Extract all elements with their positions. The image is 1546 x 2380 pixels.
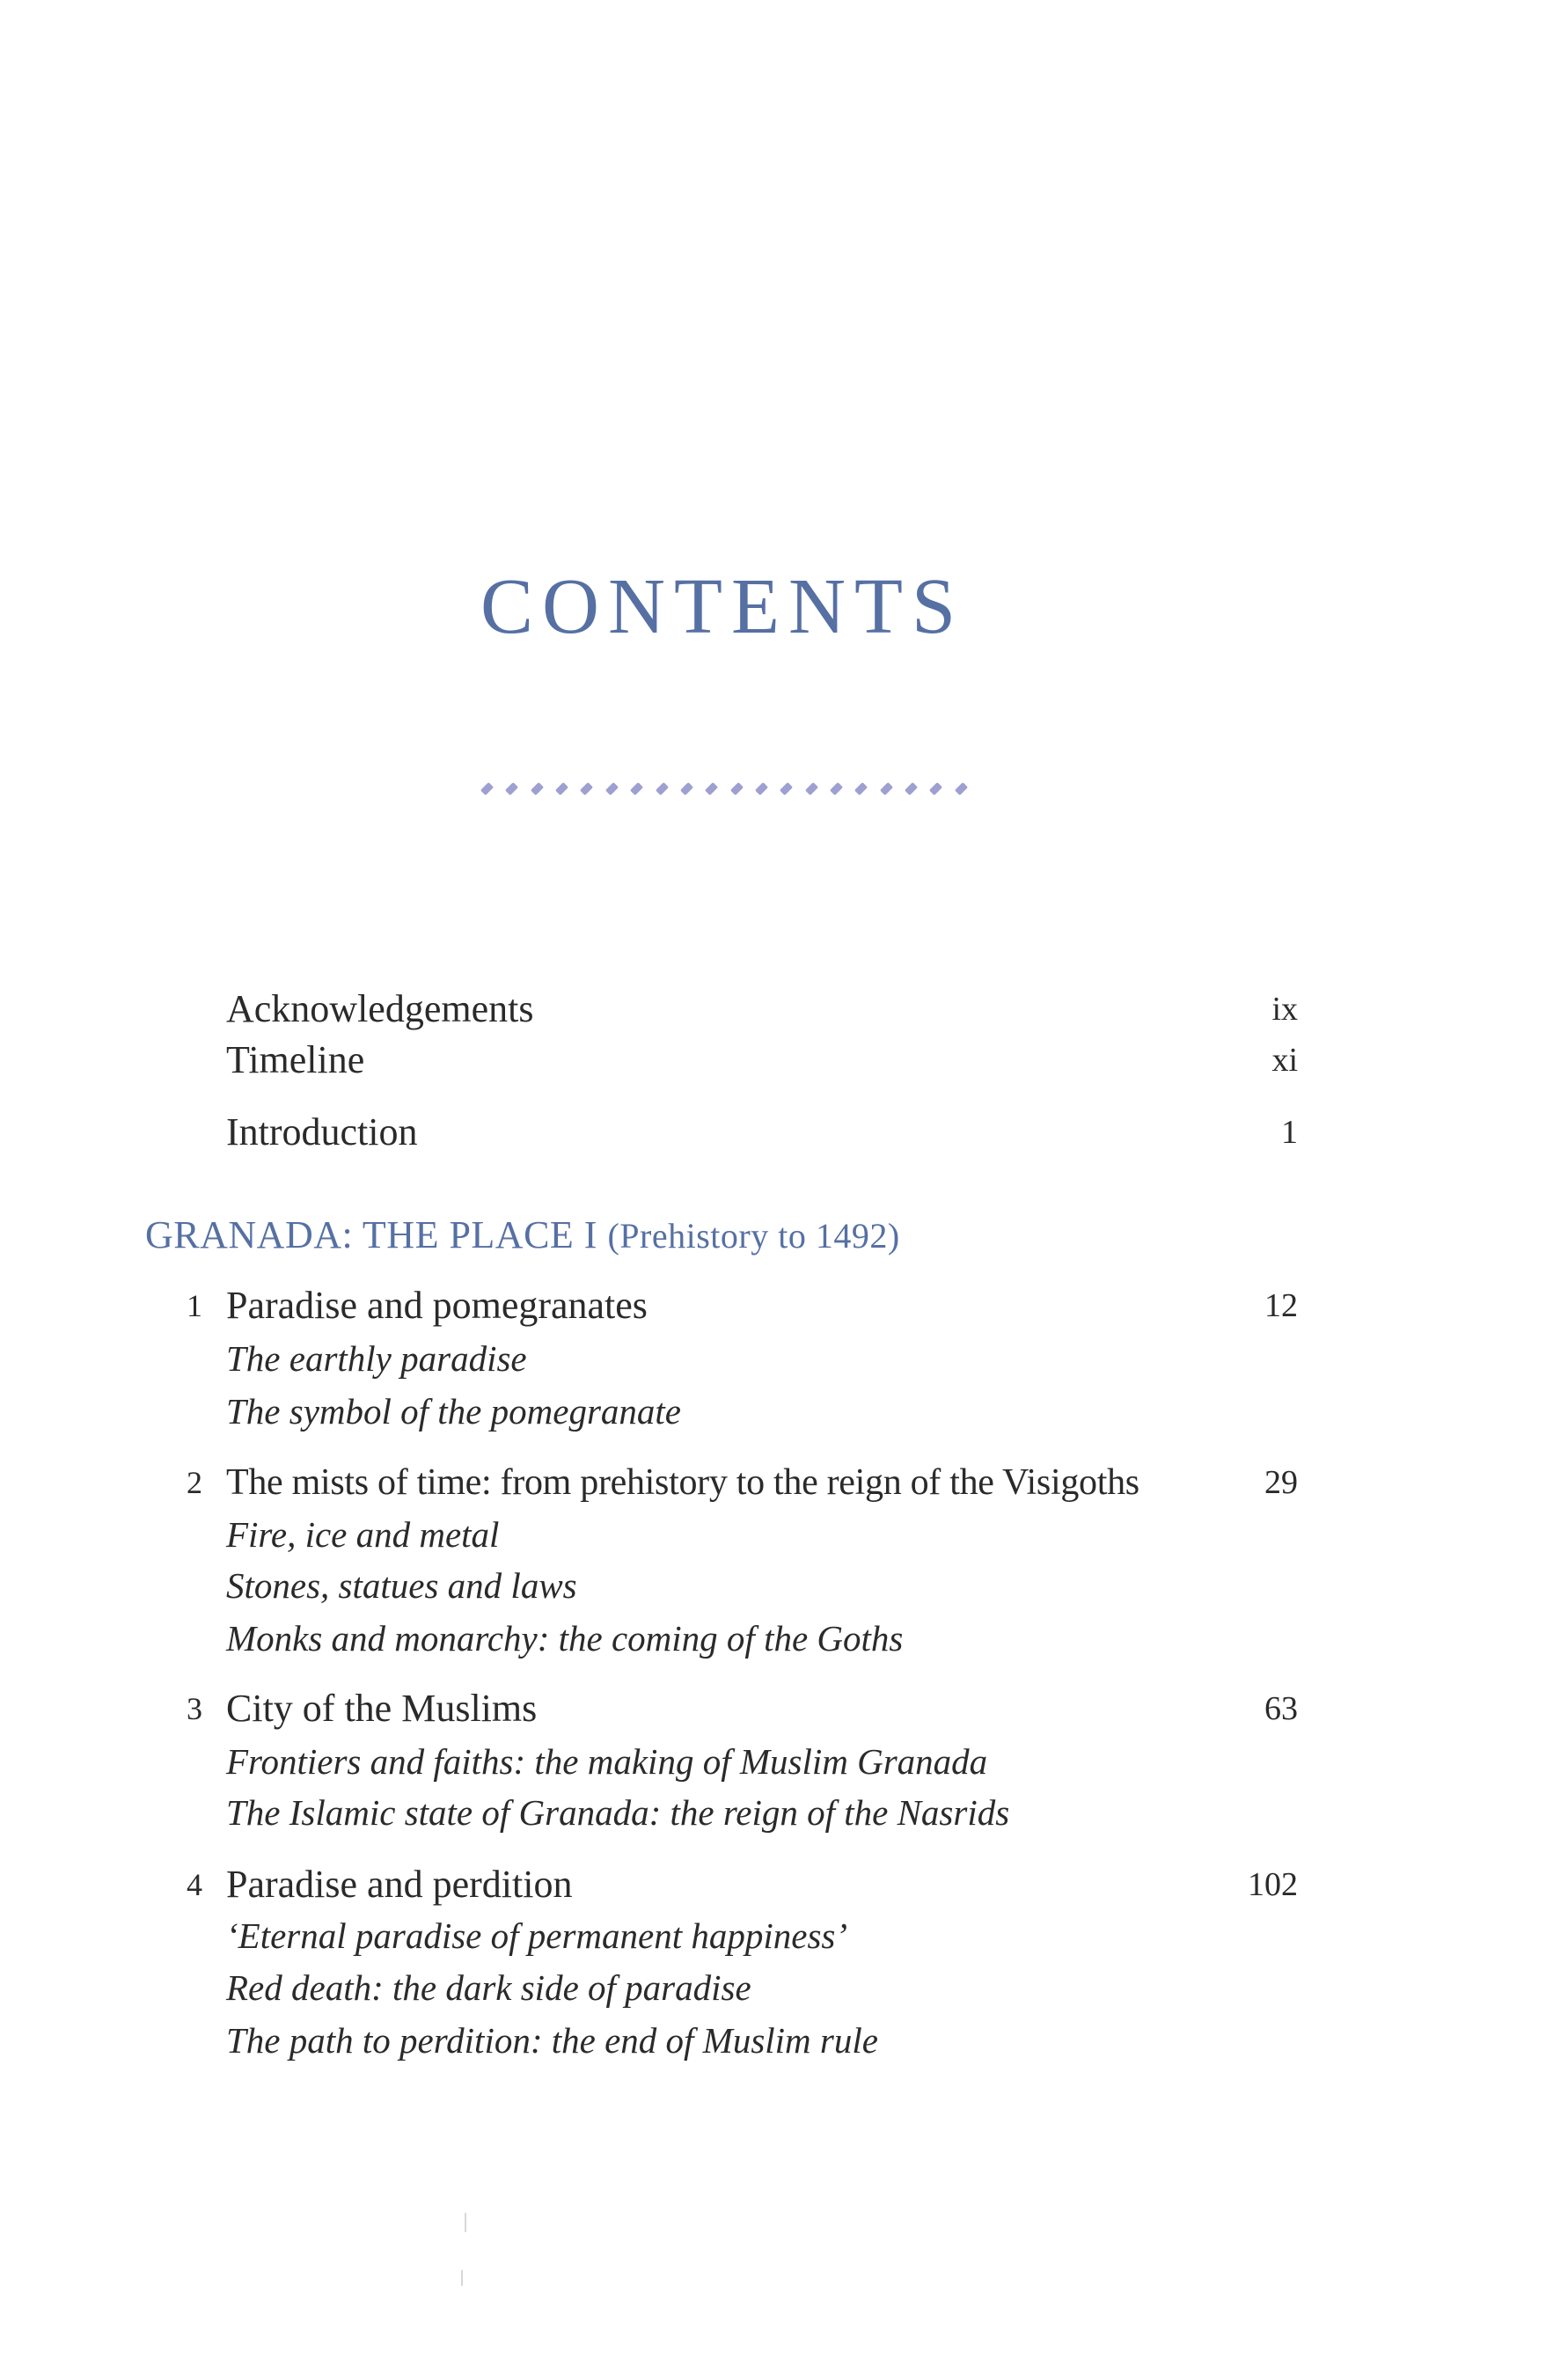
toc-section [0, 1787, 1546, 1838]
toc-entry-label: Acknowledgements [226, 987, 534, 1030]
toc-entry-label: Introduction [226, 1110, 418, 1153]
diamond-icon [780, 781, 793, 795]
chapter-number: 3 [187, 1691, 202, 1726]
chapter-title: City of the Muslims [226, 1687, 538, 1730]
part-title: GRANADA: THE PLACE I [145, 1213, 597, 1256]
page-title: CONTENTS [480, 563, 964, 650]
chapter-number: 2 [187, 1465, 202, 1500]
toc-entry-page: xi [1271, 1042, 1298, 1079]
toc-section [0, 1386, 1546, 1437]
toc-entry-timeline[interactable] [0, 1035, 1546, 1086]
toc-chapter-4[interactable] [0, 1859, 1546, 1910]
diamond-icon [630, 781, 643, 795]
diamond-icon [905, 781, 918, 795]
section-title: The path to perdition: the end of Muslim rule [226, 2020, 878, 2061]
section-title: Fire, ice and metal [226, 1514, 500, 1555]
toc-entry-page: ix [1271, 991, 1298, 1028]
diamond-icon [854, 781, 868, 795]
section-title: The symbol of the pomegranate [226, 1391, 681, 1432]
chapter-page: 63 [1264, 1690, 1298, 1727]
diamond-icon [705, 781, 718, 795]
chapter-title: Paradise and pomegranates [226, 1284, 648, 1327]
toc-section [0, 1910, 1546, 1961]
scan-artifact [465, 2213, 466, 2232]
diamond-icon [830, 781, 843, 795]
section-title: Stones, statues and laws [226, 1565, 577, 1606]
section-title: ‘Eternal paradise of permanent happiness’ [226, 1915, 848, 1956]
chapter-number: 1 [187, 1288, 202, 1323]
toc-entry-introduction[interactable] [0, 1107, 1546, 1158]
toc-section [0, 1509, 1546, 1560]
diamond-icon [955, 781, 968, 795]
chapter-number: 4 [187, 1867, 202, 1902]
toc-section [0, 1560, 1546, 1611]
diamond-ornament-icon [482, 778, 966, 799]
section-title: The earthly paradise [226, 1338, 527, 1379]
chapter-title: Paradise and perdition [226, 1863, 573, 1906]
diamond-icon [555, 781, 568, 795]
chapter-page: 102 [1248, 1866, 1298, 1903]
diamond-icon [605, 781, 619, 795]
diamond-icon [531, 781, 544, 795]
diamond-icon [880, 781, 893, 795]
part-subtitle: (Prehistory to 1492) [607, 1216, 900, 1256]
diamond-icon [680, 781, 693, 795]
diamond-icon [656, 781, 669, 795]
chapter-title: The mists of time: from prehistory to the reign of the Visigoths [226, 1462, 1139, 1503]
toc-entry-page: 1 [1281, 1114, 1298, 1151]
toc-chapter-1[interactable] [0, 1280, 1546, 1331]
scan-artifact [461, 2270, 463, 2286]
toc-section [0, 1613, 1546, 1664]
diamond-icon [805, 781, 818, 795]
diamond-icon [755, 781, 768, 795]
toc-chapter-2[interactable] [0, 1457, 1546, 1508]
section-title: Monks and monarchy: the coming of the Goths [226, 1618, 904, 1659]
toc-section [0, 1736, 1546, 1787]
section-title: Frontiers and faiths: the making of Muslim Granada [226, 1741, 988, 1782]
section-title: The Islamic state of Granada: the reign of the Nasrids [226, 1792, 1010, 1833]
toc-section [0, 1962, 1546, 2013]
toc-section [0, 2015, 1546, 2066]
toc-entry-acknowledgements[interactable] [0, 984, 1546, 1035]
diamond-icon [580, 781, 593, 795]
diamond-icon [730, 781, 744, 795]
chapter-page: 12 [1264, 1287, 1298, 1324]
toc-section [0, 1333, 1546, 1384]
part-heading [145, 1209, 900, 1262]
section-title: Red death: the dark side of paradise [226, 1967, 751, 2008]
diamond-icon [480, 781, 494, 795]
diamond-icon [929, 781, 942, 795]
chapter-page: 29 [1264, 1464, 1298, 1501]
diamond-icon [505, 781, 518, 795]
toc-chapter-3[interactable] [0, 1683, 1546, 1734]
toc-entry-label: Timeline [226, 1038, 365, 1081]
